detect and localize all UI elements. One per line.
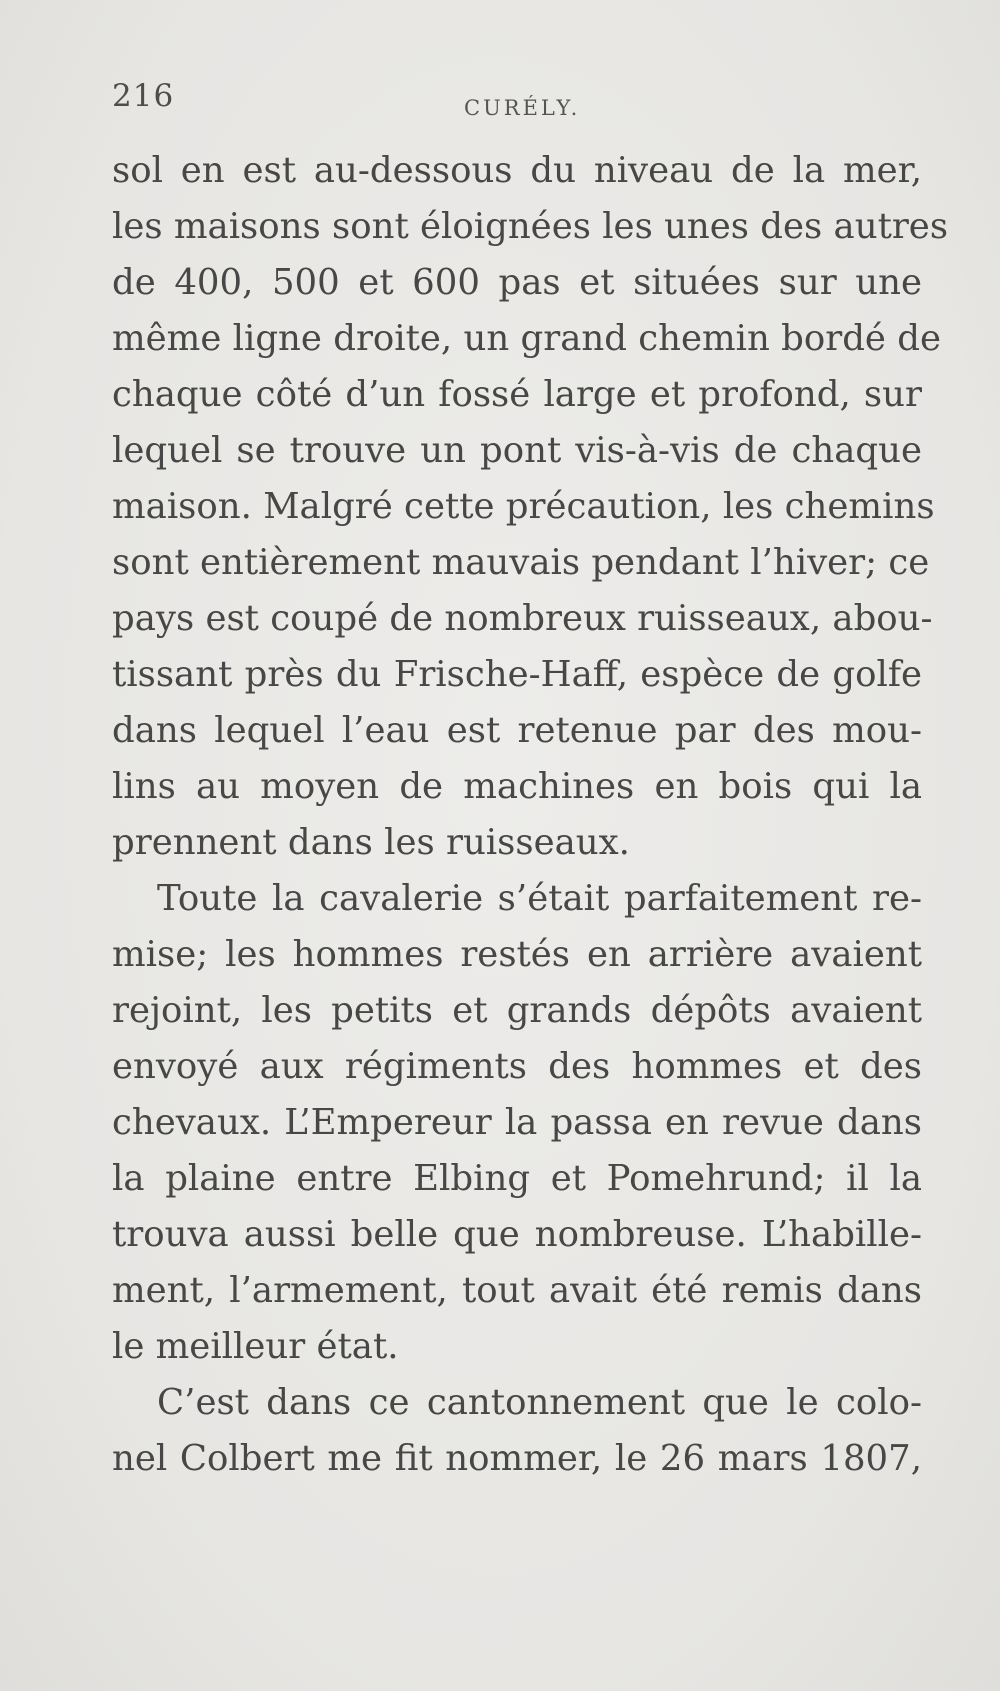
text-line: prennent dans les ruisseaux. — [112, 822, 630, 863]
text-line: lequel se trouve un pont vis-à-vis de chaque — [112, 430, 922, 471]
text-line: même ligne droite, un grand chemin bordé de — [112, 318, 941, 359]
text-line: sol en est au-dessous du niveau de la mer, — [112, 150, 922, 191]
text-line: dans lequel l’eau est retenue par des mou- — [112, 710, 922, 751]
text-line: lins au moyen de machines en bois qui la — [112, 766, 922, 807]
body-text — [112, 143, 949, 1487]
text-line: nel Colbert me fit nommer, le 26 mars 1807, — [112, 1438, 922, 1479]
text-line: envoyé aux régiments des hommes et des — [112, 1046, 922, 1087]
text-line: mise; les hommes restés en arrière avaient — [112, 934, 922, 975]
text-line: chevaux. L’Empereur la passa en revue dans — [112, 1102, 922, 1143]
text-line: les maisons sont éloignées les unes des autres — [112, 206, 949, 247]
text-line: pays est coupé de nombreux ruisseaux, abou- — [112, 598, 933, 639]
running-title: CURÉLY. — [464, 96, 581, 120]
text-line: Toute la cavalerie s’était parfaitement re- — [157, 878, 922, 919]
text-line: le meilleur état. — [112, 1326, 399, 1367]
running-head — [112, 78, 892, 128]
text-line: la plaine entre Elbing et Pomehrund; il la — [112, 1158, 922, 1199]
text-line: tissant près du Frische-Haff, espèce de golfe — [112, 654, 922, 695]
text-line: chaque côté d’un fossé large et profond, sur — [112, 374, 922, 415]
text-line: de 400, 500 et 600 pas et situées sur une — [112, 262, 922, 303]
text-line: rejoint, les petits et grands dépôts avaient — [112, 990, 922, 1031]
text-line: trouva aussi belle que nombreuse. L’habille- — [112, 1214, 922, 1255]
text-line: C’est dans ce cantonnement que le colo- — [157, 1382, 922, 1423]
text-line: sont entièrement mauvais pendant l’hiver; ce — [112, 542, 930, 583]
page-number: 216 — [112, 78, 175, 114]
text-line: maison. Malgré cette précaution, les chemins — [112, 486, 935, 527]
text-line: ment, l’armement, tout avait été remis dans — [112, 1270, 922, 1311]
